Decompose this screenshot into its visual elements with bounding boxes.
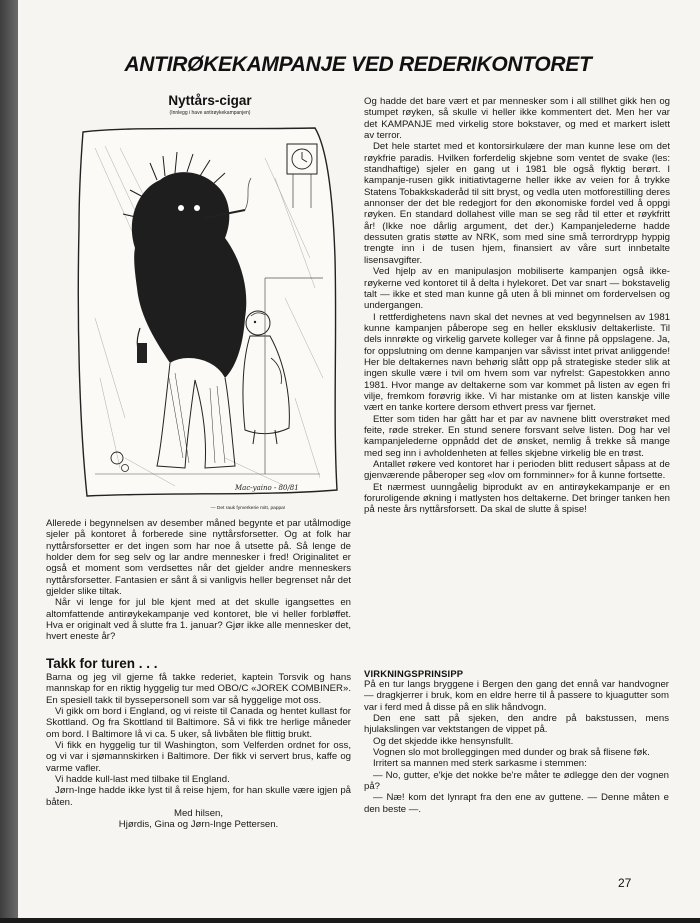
- article-right-column: [364, 96, 670, 516]
- article-paragraph: Et nærmest uunngåelig biprodukt av en antirøykekampanje er en foruroligende økning i matlysten hos deltakerne. Det bringer tanken hen på neste års nyttårsforsett. Da skal de slutte å spise!: [364, 481, 670, 516]
- article-left-column: [46, 518, 351, 643]
- page-binding-shadow: [0, 0, 18, 918]
- takk-title: Takk for turen . . .: [46, 656, 158, 671]
- virkning-title: VIRKNINGSPRINSIPP: [364, 668, 464, 679]
- takk-paragraph: Barna og jeg vil gjerne få takke rederiet, kaptein Torsvik og hans mannskap for en riktig hyggelig tur med OBO/C «JOREK COMBINER». En spesiell takk til byssepersonell som var så hyggelige mot oss.: [46, 672, 351, 706]
- article-paragraph: Etter som tiden har gått har et par av navnene blitt overstrøket med feite, røde streker. En stund senere forsvant selve listen. Dog har vel kampanjelederne oppnådd det de ønsket, nemlig å trekke så mange med seg inn i avholdenheten at felles skjebne virkelig ble en trøst.: [364, 413, 670, 459]
- cartoon-signature: Mac-yaino - 80/81: [235, 484, 299, 492]
- takk-signoff: [46, 808, 351, 831]
- virkning-paragraph: På en tur langs bryggene i Bergen den gang det ennå var handvogner — dragkjerrer i bruk, kom en eldre herre til å passere to kjuagutter som var i ferd med å disse på en slik håndvogn.: [364, 679, 669, 713]
- article-paragraph: Og hadde det bare vært et par mennesker som i all stillhet gikk hen og stumpet røyken, så skulle vi heller ikke kommentert det. Men her var det KAMPANJE med virkelig store bokstaver, og med et markert islett av terror.: [364, 96, 670, 142]
- article-paragraph: Det hele startet med et kontorsirkulære der man kunne lese om det røykfrie paradis. Hvilken forferdelig skjebne som ventet de svake (les: standhaftige) sjeler en gang ut i 1981 ble også flyktig berørt. I kampanje-rusen gikk initiativtagerne heller ikke av veien for å trykke Statens Tobakkskaderåd til sitt bryst, og vedla uten motforestilling deres annonser der det ble redegjort for den økonomiske fordel ved å oppgi røyken. En standard dollahest ville man se seg råd til etter et røykfritt år! (Ikke noe dårlig argument, det der.) Kampanjelederne hadde dessuten gratis støtte av NRK, som med sine små terrordrypp hyppig trengte inn i de tusen hjem, finansiert av våre surt innbetalte lisensavgifter.: [364, 141, 670, 266]
- cartoon-subtitle: (Innlegg i have antirøykekampanjen): [169, 110, 251, 116]
- takk-paragraph: Vi gikk om bord i England, og vi reiste til Canada og hentet kullast for Skottland. Og fra Skottland til Baltimore. Så vi fikk tre herlige måneder om bord. I Baltimore lå vi ca. 5 uker, så livbåten ble flittig brukt.: [46, 706, 351, 740]
- takk-paragraph: Vi hadde kull-last med tilbake til England.: [55, 774, 230, 786]
- virkning-paragraph: Vognen slo mot brolleggingen med dunder og brak så flisene føk.: [373, 747, 650, 759]
- page-headline: ANTIRØKEKAMPANJE VED REDERIKONTORET: [124, 53, 592, 76]
- article-paragraph: Allerede i begynnelsen av desember måned begynte et par utålmodige sjeler på kontoret å forberede sine nyttårsforsetter. Og at folk har nyttårsforsetter er det ingen som har noe å utsette på. Så lenge de holder dem for seg selv og lar andre mennesker i fred! Originalitet er også et moment som verdsettes når det gjelder andre menneskers nyttårsforsetter. Fantasien er sånt å si vanligvis heller begrenset når det gjelder slike tiltak.: [46, 518, 351, 598]
- virkning-paragraph: Og det skjedde ikke hensynsfullt.: [373, 735, 514, 747]
- cartoon-illustration: [65, 118, 353, 508]
- takk-paragraph: Vi fikk en hyggelig tur til Washington, som Velferden ordnet for oss, og vi var i sjømannskirken i Baltimore. Der fikk vi servert brus, kaffe og varme vafler.: [46, 740, 351, 774]
- magazine-page: [18, 0, 700, 918]
- takk-names: Hjørdis, Gina og Jørn-Inge Pettersen.: [118, 819, 279, 831]
- virkning-paragraph: — Næ! kom det lynrapt fra den ene av guttene. — Denne måten e den beste —.: [364, 792, 669, 815]
- takk-letter: [46, 672, 351, 808]
- article-paragraph: Antallet røkere ved kontoret har i perioden blitt redusert såpass at de gjenværende påberoper seg «lov om fornminner» for å kunne fortsette.: [364, 459, 670, 482]
- page-bottom-edge: [0, 918, 700, 923]
- takk-paragraph: Jørn-Inge hadde ikke lyst til å reise hjem, for han skulle være igjen på båten.: [46, 785, 351, 808]
- virkning-paragraph: Den ene satt på sjeken, den andre på bakstussen, mens hjulakslingen var vektstangen de vippet på.: [364, 713, 669, 736]
- article-paragraph: Når vi lenge for jul ble kjent med at det skulle igangsettes en altomfattende antirøykekampanje ved kontoret, ble vi heller forbløffet. Hva er originalt ved å slutte fra 1. januar? Gjør ikke alle mennesker det, hvert eneste år?: [46, 597, 351, 643]
- takk-closing: Med hilsen,: [173, 808, 224, 819]
- article-paragraph: Ved hjelp av en manipulasjon mobiliserte kampanjen også ikke-røykerne ved kontoret til å delta i hylekoret. Det var snart — bokstavelig talt — ikke et sted man kunne gå uten å bli minnet om fordervelsen og undergangen.: [364, 266, 670, 312]
- virkning-paragraph: — No, gutter, e'kje det nokke be're måter te ødlegge den der vognen på?: [364, 769, 669, 793]
- cartoon-caption: — Det rauk fyrverkerie mitt, pappa!: [210, 506, 286, 511]
- cartoon-title: Nyttårs-cigar: [168, 93, 252, 108]
- page-number: 27: [618, 876, 632, 890]
- virkning-paragraph: Irritert sa mannen med sterk sarkasme i stemmen:: [373, 758, 587, 770]
- article-paragraph: I rettferdighetens navn skal det nevnes at ved begynnelsen av 1981 kunne kampanjen påberope seg en heller eksklusiv deltakerliste. Til dels innrøkte og virkelig garvete kolleger var å finne på oppslagene. Ja, for oppslutning om denne kampanjen var såvisst intet privat anliggende! Her ble deltakernes navn behørig slått opp på strategiske steder slik at ingen skulle være i tvil om hvem som var nyfrelst: Gapestokken anno 1981. Hvor mange av deltakerne som var kommet på listen av egen fri vilje, fremkom forøvrig ikke. Vi har mistanke om at listen kanskje ville vært en tanke kortere dersom ethvert press var fjernet.: [364, 311, 670, 414]
- virkning-story: [364, 679, 669, 815]
